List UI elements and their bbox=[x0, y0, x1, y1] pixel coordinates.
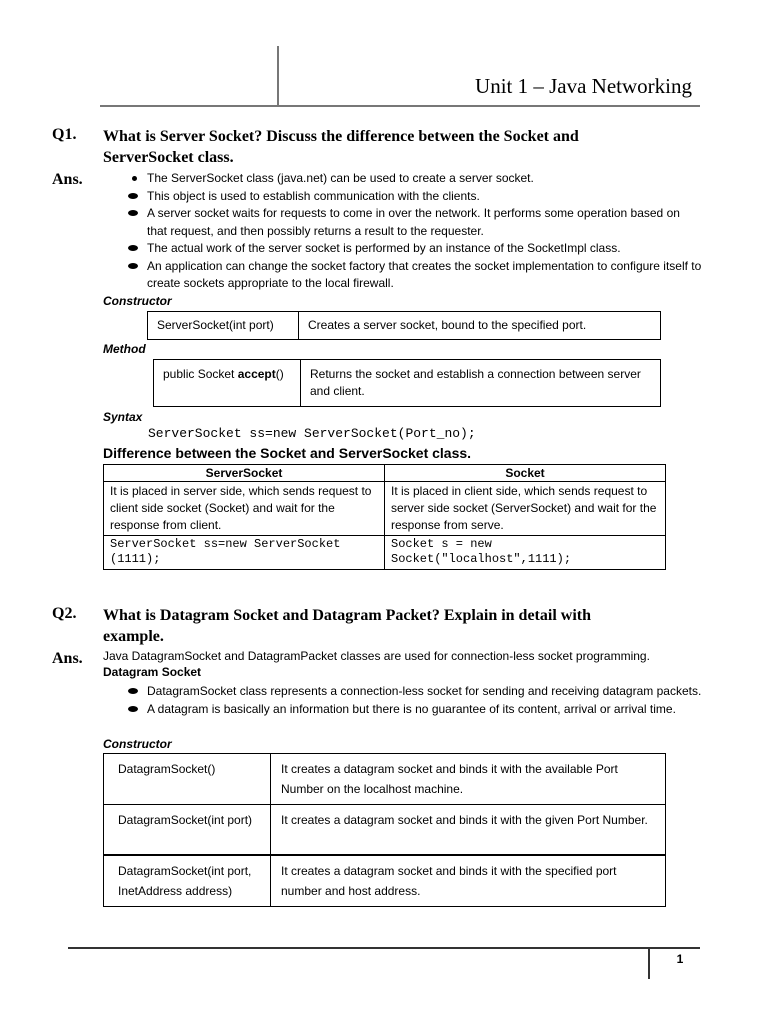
list-item: A datagram is basically an information but there is no guarantee of its content, arrival or arrival time. bbox=[126, 701, 702, 719]
method-sig-prefix: public Socket bbox=[163, 367, 238, 381]
q2-subheading: Datagram Socket bbox=[103, 665, 202, 679]
list-item: This object is used to establish communication with the clients. bbox=[126, 188, 702, 206]
q2-constructor-table bbox=[103, 753, 666, 907]
diff-serversocket-desc: It is placed in server side, which sends request to client side socket (Socket) and wait for the response from client. bbox=[104, 482, 385, 536]
list-item: The actual work of the server socket is performed by an instance of the SocketImpl class. bbox=[126, 240, 702, 258]
q2-constructor-label: Constructor bbox=[103, 737, 172, 751]
q1-answer-label: Ans. bbox=[52, 171, 83, 188]
method-signature bbox=[154, 360, 301, 407]
table-row-sig: DatagramSocket() bbox=[104, 754, 271, 805]
q2-intro: Java DatagramSocket and DatagramPacket classes are used for connection-less socket programming. bbox=[103, 649, 650, 663]
table-row-desc: It creates a datagram socket and binds it with the specified port number and host address. bbox=[271, 855, 666, 907]
diff-header-socket: Socket bbox=[385, 465, 666, 482]
diff-serversocket-code bbox=[104, 536, 385, 570]
q1-bullet-list bbox=[126, 170, 702, 293]
footer-divider bbox=[648, 947, 650, 979]
q1-syntax-label: Syntax bbox=[103, 410, 143, 424]
diff-socket-desc: It is placed in client side, which sends request to server side socket (ServerSocket) and wait for the response from serve. bbox=[385, 482, 666, 536]
header-divider bbox=[277, 46, 279, 106]
table-row-desc: It creates a datagram socket and binds it with the available Port Number on the localhost machine. bbox=[271, 754, 666, 805]
page-title: Unit 1 – Java Networking bbox=[475, 74, 692, 98]
table-row-desc: It creates a datagram socket and binds it with the given Port Number. bbox=[271, 805, 666, 855]
constructor-signature: ServerSocket(int port) bbox=[148, 312, 299, 340]
q2-answer-label: Ans. bbox=[52, 650, 83, 667]
diff-serversocket-code-line1: ServerSocket ss=new ServerSocket bbox=[110, 537, 341, 551]
q2-question bbox=[103, 605, 703, 647]
diff-header-serversocket: ServerSocket bbox=[104, 465, 385, 482]
q1-question-line1: What is Server Socket? Discuss the difference between the Socket and bbox=[103, 128, 579, 145]
method-description: Returns the socket and establish a connection between server and client. bbox=[301, 360, 661, 407]
q1-question bbox=[103, 126, 703, 168]
q1-constructor-table bbox=[147, 311, 661, 340]
table-row-sig: DatagramSocket(int port) bbox=[104, 805, 271, 855]
method-name: accept bbox=[237, 367, 276, 381]
q1-constructor-label: Constructor bbox=[103, 294, 172, 308]
method-sig-suffix: () bbox=[275, 367, 284, 381]
list-item: DatagramSocket class represents a connection-less socket for sending and receiving datagram packets. bbox=[126, 683, 702, 701]
q2-bullet-list bbox=[126, 683, 702, 718]
page-number: 1 bbox=[676, 952, 684, 966]
q1-difference-title: Difference between the Socket and ServerSocket class. bbox=[103, 445, 472, 461]
diff-serversocket-code-line2: (1111); bbox=[110, 552, 161, 566]
q1-question-line2: ServerSocket class. bbox=[103, 149, 234, 166]
table-row-sig: DatagramSocket(int port, InetAddress address) bbox=[104, 855, 271, 907]
q2-number: Q2. bbox=[52, 605, 77, 622]
footer-rule bbox=[68, 947, 700, 949]
q1-number: Q1. bbox=[52, 126, 77, 143]
q1-method-table bbox=[153, 359, 661, 407]
q1-difference-table bbox=[103, 464, 666, 570]
diff-socket-code bbox=[385, 536, 666, 570]
q1-syntax-code: ServerSocket ss=new ServerSocket(Port_no); bbox=[148, 426, 476, 441]
header-rule bbox=[100, 105, 700, 107]
list-item: An application can change the socket factory that creates the socket implementation to configure itself to create sockets appropriate to the local firewall. bbox=[126, 258, 702, 293]
list-item: The ServerSocket class (java.net) can be used to create a server socket. bbox=[126, 170, 702, 188]
q2-question-line1: What is Datagram Socket and Datagram Packet? Explain in detail with bbox=[103, 607, 591, 624]
constructor-description: Creates a server socket, bound to the specified port. bbox=[299, 312, 661, 340]
diff-socket-code-line2: Socket("localhost",1111); bbox=[391, 552, 572, 566]
q1-method-label: Method bbox=[103, 342, 146, 356]
diff-socket-code-line1: Socket s = new bbox=[391, 537, 492, 551]
q2-question-line2: example. bbox=[103, 628, 164, 645]
list-item: A server socket waits for requests to come in over the network. It performs some operation based on that request, and then possibly returns a result to the requester. bbox=[126, 205, 702, 240]
